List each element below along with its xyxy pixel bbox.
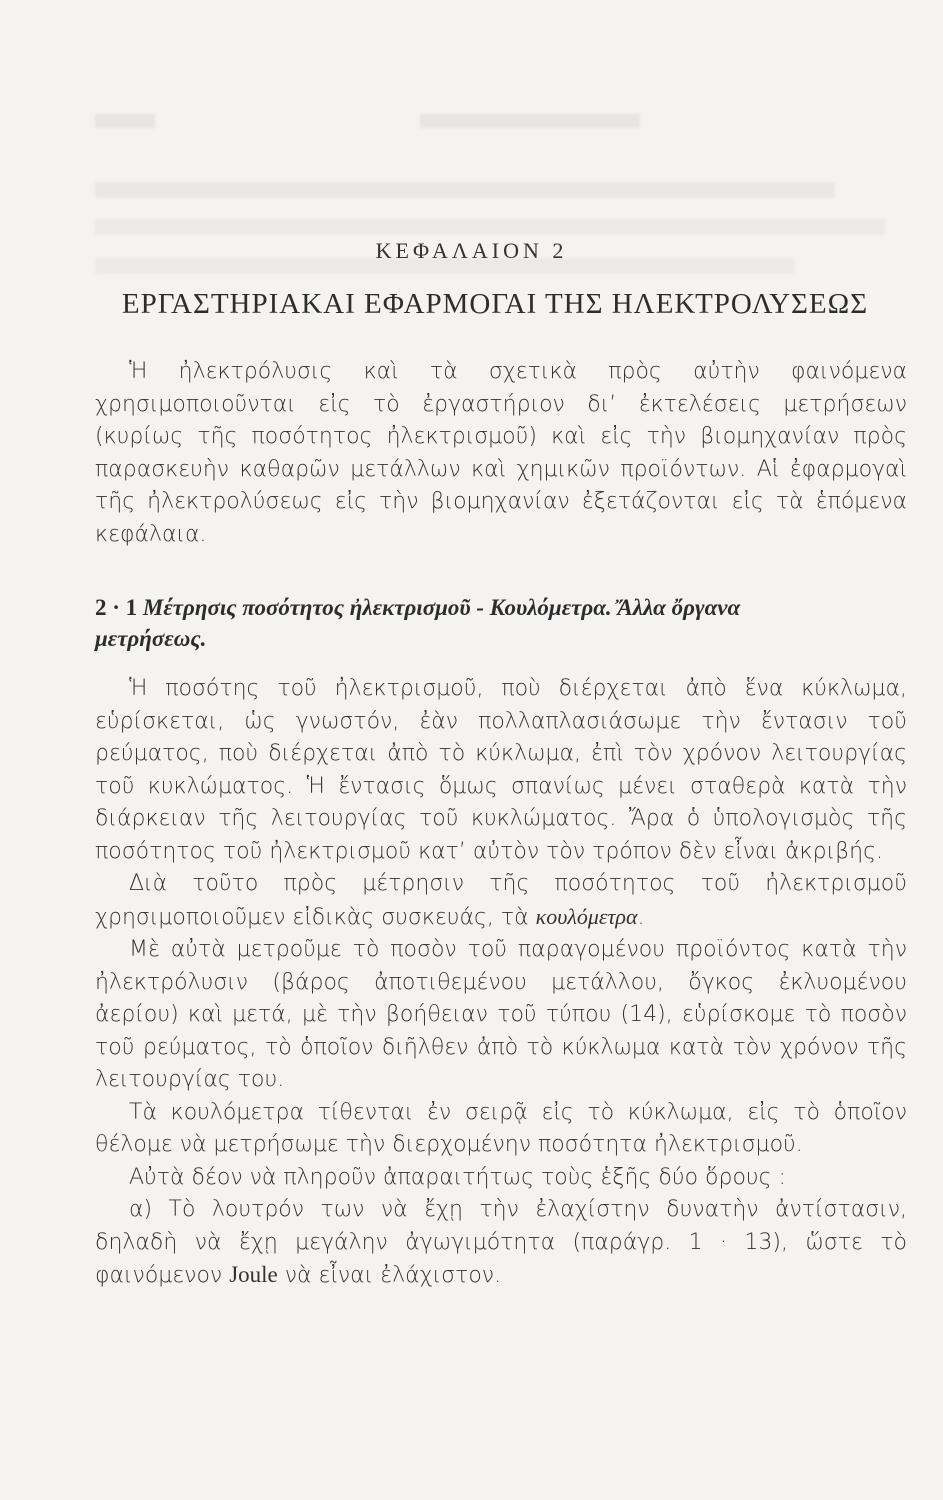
section-title-continuation: μετρήσεως. [95,626,207,651]
chapter-title: ΕΡΓΑΣΤΗΡΙΑΚΑΙ ΕΦΑΡΜΟΓΑΙ ΤΗΣ ΗΛΕΚΤΡΟΛΥΣΕΩΣ [121,288,869,320]
paragraph-6 [95,1194,907,1293]
chapter-label: ΚΕΦΑΛΑΙΟΝ 2 [375,238,568,263]
paragraph-1: Ἡ ποσότης τοῦ ἠλεκτρισμοῦ, ποὺ διέρχεται ἀπὸ ἕνα κύκλωμα, εὑρίσκεται, ὡς γνωστόν, ἐὰν πολλαπλασιάσωμε τὴν ἔντασιν τοῦ ρεύματος, ποὺ διέρχεται ἀπὸ τὸ κύκλωμα, ἐπὶ τὸν χρόνον λειτουργίας τοῦ κυκλώματος. Ἡ ἔντασις ὅμως σπανίως μένει σταθερὰ κατὰ τὴν διάρκειαν τῆς λειτουργίας τοῦ κυκλώματος. Ἄρα ὁ ὑπολογισμὸς τῆς ποσότητος τοῦ ἠλεκτρισμοῦ κατ’ αὐτὸν τὸν τρόπον δὲν εἶναι ἀκριβής. [95,676,907,864]
paragraph-6-end: νὰ εἶναι ἐλάχιστον. [277,1263,502,1288]
intro-paragraph-block [95,356,907,551]
paragraph-4: Τὰ κουλόμετρα τίθενται ἐν σειρᾷ εἰς τὸ κύκλωμα, εἰς τὸ ὁποῖον θέλομε νὰ μετρήσωμε τὴν διερχομένην ποσότητα ἠλεκτρισμοῦ. [95,1099,907,1157]
paragraph-2-end: . [637,904,645,930]
bleed-through-header [95,108,903,139]
paragraph-3: Μὲ αὐτὰ μετροῦμε τὸ ποσὸν τοῦ παραγομένου προϊόντος κατὰ τὴν ἠλεκτρόλυσιν (βάρος ἀποτιθεμένου μετάλλου, ὄγκος ἐκλυομένου ἀερίου) καὶ μετά, μὲ τὴν βοήθειαν τοῦ τύπου (14), εὑρίσκομε τὸ ποσὸν τοῦ ρεύματος, τὸ ὁποῖον διῆλθεν ἀπὸ τὸ κύκλωμα κατὰ τὸν χρόνον τῆς λειτουργίας του. [95,937,907,1092]
paragraph-2-text: Διὰ τοῦτο πρὸς μέτρησιν τῆς ποσότητος τοῦ ἠλεκτρισμοῦ χρησιμοποιοῦμεν εἰδικὰς συσκευάς, τὰ [95,871,907,930]
paragraph-5: Αὐτὰ δέον νὰ πληροῦν ἀπαραιτήτως τοὺς ἑξῆς δύο ὅρους : [129,1164,786,1190]
section-heading [95,592,915,654]
paragraph-2 [95,868,907,934]
paragraph-6-text: α) Τὸ λουτρόν των νὰ ἔχῃ τὴν ἐλαχίστην δυνατὴν ἀντίστασιν, δηλαδὴ νὰ ἔχῃ μεγάλην ἀγωγιμότητα (παράγρ. 1 · 13), ὥστε τὸ φαινόμενον [95,1197,907,1288]
coulometer-term: κουλόμετρα [535,903,638,929]
section-title: Μέτρησις ποσότητος ἠλεκτρισμοῦ - Κουλόμετρα. Ἄλλα ὄργανα [142,595,741,620]
section-number: 2 · 1 [95,595,138,620]
intro-paragraph: Ἡ ἠλεκτρόλυσις καὶ τὰ σχετικὰ πρὸς αὐτὴν φαινόμενα χρησιμοποιοῦνται εἰς τὸ ἐργαστήριον δι’ ἐκτελέσεις μετρήσεων (κυρίως τῆς ποσότητος ἠλεκτρισμοῦ) καὶ εἰς τὴν βιομηχανίαν πρὸς παρασκευὴν καθαρῶν μετάλλων καὶ χημικῶν προϊόντων. Αἱ ἐφαρμογαὶ τῆς ἠλεκτρολύσεως εἰς τὴν βιομηχανίαν ἐξετάζονται εἰς τὰ ἑπόμενα κεφάλαια. [95,359,907,547]
main-text [95,673,907,1293]
joule-term: Joule [229,1262,278,1287]
